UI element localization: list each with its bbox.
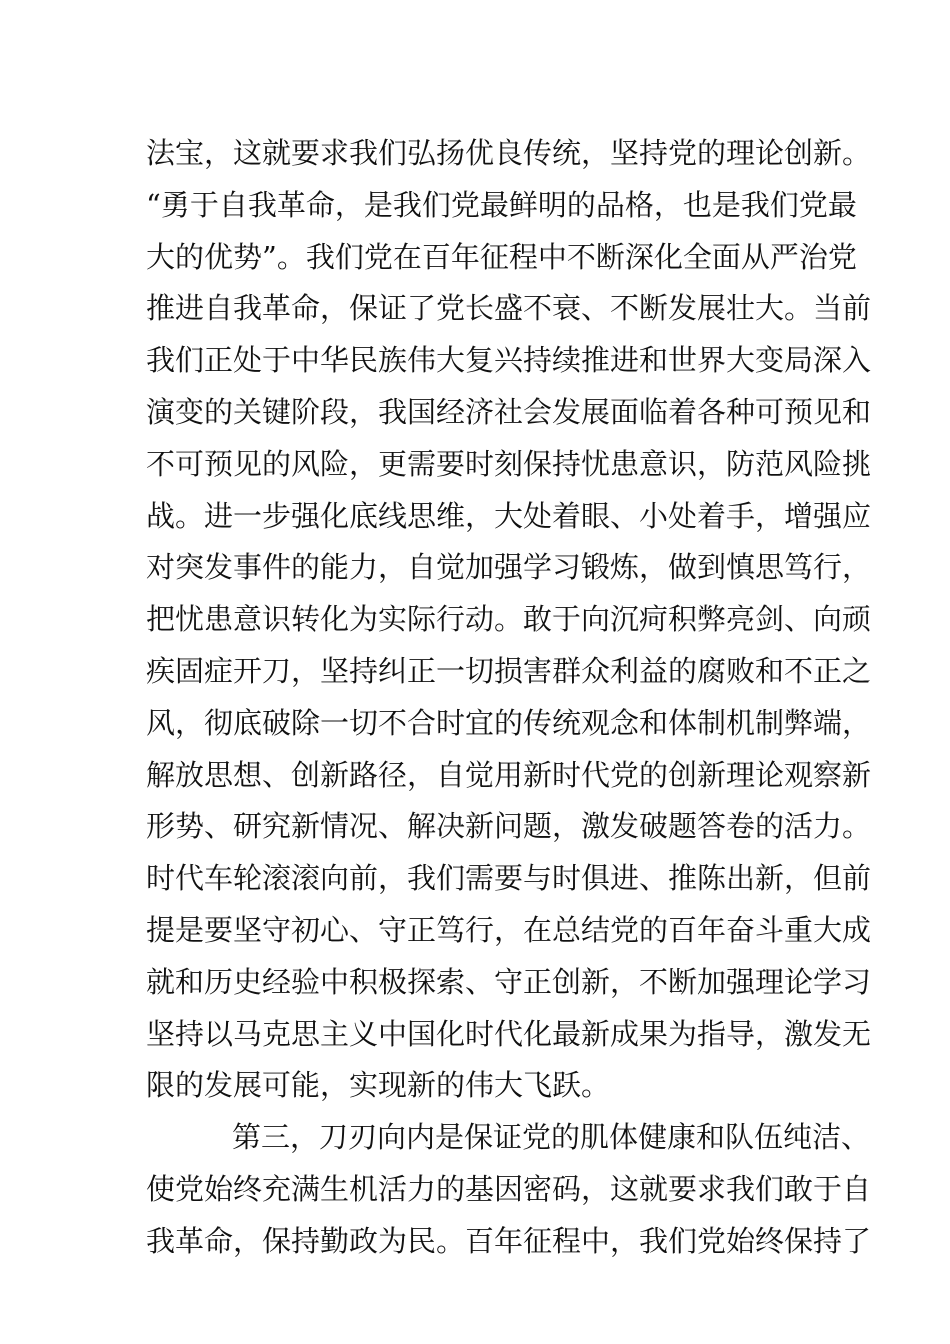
text-line: 限的发展可能，实现新的伟大飞跃。 <box>146 1068 611 1103</box>
text-line: 我们正处于中华民族伟大复兴持续推进和世界大变局深入 <box>146 343 872 378</box>
text-line: 风，彻底破除一切不合时宜的传统观念和体制机制弊端， <box>146 705 872 740</box>
text-line: 大的优势”。我们党在百年征程中不断深化全面从严治党 <box>146 239 857 274</box>
text-line: 形势、研究新情况、解决新问题，激发破题答卷的活力。 <box>146 809 872 844</box>
text-line: 坚持以马克思主义中国化时代化最新成果为指导，激发无 <box>146 1016 872 1051</box>
paragraph-2 <box>146 1112 872 1267</box>
text-line: 法宝，这就要求我们弘扬优良传统，坚持党的理论创新。 <box>146 136 872 170</box>
body-text <box>146 128 872 1268</box>
text-line: “勇于自我革命，是我们党最鲜明的品格，也是我们党最 <box>146 187 857 222</box>
text-line: 提是要坚守初心、守正笃行，在总结党的百年奋斗重大成 <box>146 912 872 947</box>
text-line: 把忧患意识转化为实际行动。敢于向沉疴积弊亮剑、向顽 <box>146 602 872 637</box>
text-line: 解放思想、创新路径，自觉用新时代党的创新理论观察新 <box>146 757 872 792</box>
text-line: 疾固症开刀，坚持纠正一切损害群众利益的腐败和不正之 <box>146 653 872 688</box>
text-line: 推进自我革命，保证了党长盛不衰、不断发展壮大。当前 <box>146 291 872 326</box>
text-line-indented: 第三，刀刃向内是保证党的肌体健康和队伍纯洁、 <box>232 1120 871 1155</box>
paragraph-1 <box>146 128 872 1112</box>
text-line: 对突发事件的能力，自觉加强学习锻炼，做到慎思笃行， <box>146 550 872 585</box>
text-line: 时代车轮滚滚向前，我们需要与时俱进、推陈出新，但前 <box>146 861 872 896</box>
text-line: 演变的关键阶段，我国经济社会发展面临着各种可预见和 <box>146 394 872 429</box>
text-line: 不可预见的风险，更需要时刻保持忧患意识，防范风险挑 <box>146 446 872 481</box>
text-line: 就和历史经验中积极探索、守正创新，不断加强理论学习 <box>146 964 872 999</box>
text-line: 战。进一步强化底线思维，大处着眼、小处着手，增强应 <box>146 498 872 533</box>
text-line: 使党始终充满生机活力的基因密码，这就要求我们敢于自 <box>146 1171 872 1206</box>
text-line: 我革命，保持勤政为民。百年征程中，我们党始终保持了 <box>146 1223 872 1258</box>
